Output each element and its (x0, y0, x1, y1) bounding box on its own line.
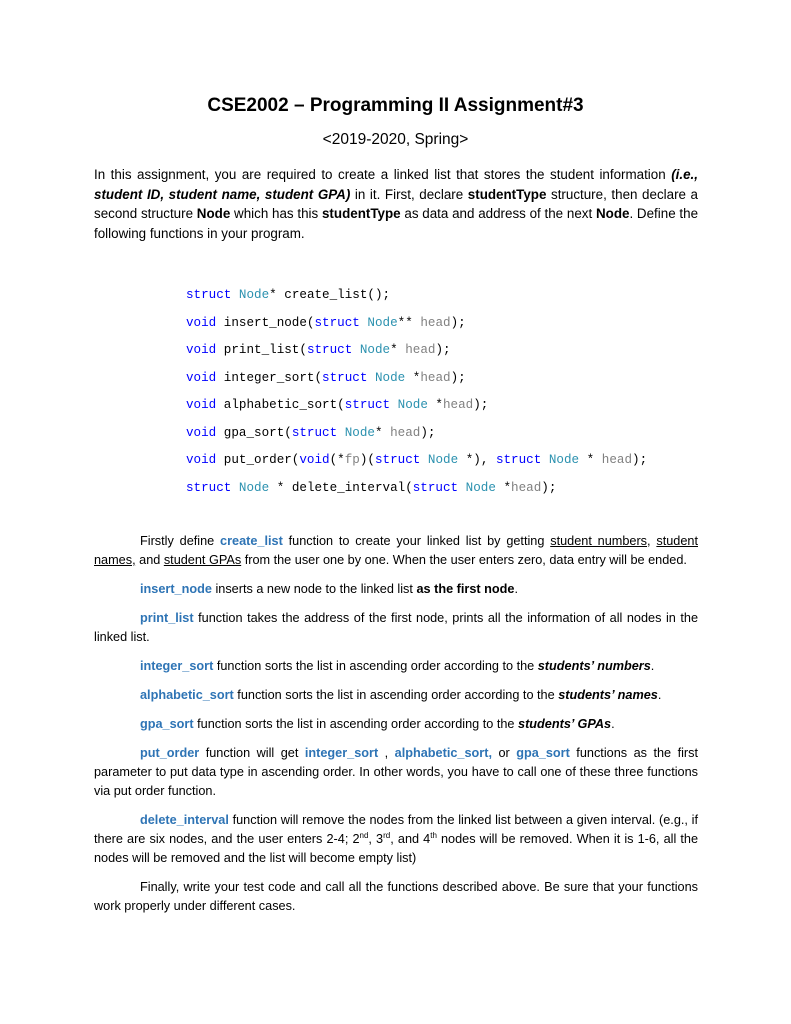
code-token: ); (541, 480, 557, 495)
code-token: ); (450, 315, 466, 330)
code-token: )( (359, 453, 375, 467)
code-token: *), (458, 453, 496, 467)
code-token: * (374, 425, 391, 440)
code-token: * (579, 453, 602, 467)
code-token (420, 453, 428, 467)
alphabetic-sort-paragraph: alphabetic_sort function sorts the list in ascending order according to the students’ names. (140, 688, 662, 702)
put-order-paragraph: put_order function will get integer_sort , alphabetic_sort, or gpa_sort functions as the first parameter to put data type in ascending order. In other words, you have to call one of these three functions via put order function. (94, 746, 699, 798)
code-token: ); (420, 425, 436, 440)
code-line (186, 287, 647, 315)
code-token: head (390, 425, 421, 440)
code-token: Node (397, 398, 428, 412)
document-subtitle: <2019-2020, Spring> (322, 131, 469, 148)
code-token: Node (374, 370, 406, 385)
code-token: head (420, 370, 451, 385)
code-line (186, 315, 647, 343)
intro-paragraph: In this assignment, you are required to create a linked list that stores the student information (i.e., student ID, student name, student GPA) in it. First, declare studentType structure, then declare a second structure Node which has this studentType as data and address of the next Node. Define the following functions in your program. (94, 167, 699, 241)
final-paragraph: Finally, write your test code and call all the functions described above. Be sure that your functions work properly under different cases. (94, 880, 698, 913)
delete-interval-fn: delete_interval (140, 813, 229, 827)
code-token (231, 481, 239, 495)
code-token: head (420, 315, 451, 330)
code-token: print_list( (216, 343, 307, 357)
code-token: ); (473, 398, 489, 412)
code-token: Node (359, 343, 391, 357)
code-token: Node (367, 315, 398, 330)
gpa-sort-fn: gpa_sort (140, 717, 194, 731)
code-token: Node (238, 480, 270, 495)
code-token: * (495, 480, 512, 495)
code-token: head (443, 398, 474, 412)
code-token: * create_list(); (269, 288, 391, 302)
delete-interval-paragraph: delete_interval function will remove the nodes from the linked list between a given interval. (e.g., if there are six nodes, and the user enters 2-4; 2nd, 3rd, and 4th nodes will be removed. When it is 1-6, all the nodes will be removed and the list will become empty list) (94, 813, 699, 865)
insert-node-paragraph: insert_node inserts a new node to the linked list as the first node. (140, 582, 518, 596)
code-token (231, 288, 239, 302)
print-list-fn: print_list (140, 611, 194, 625)
code-token: void (186, 315, 217, 330)
code-token: struct (291, 425, 338, 440)
code-token: insert_node( (216, 315, 315, 330)
code-token: * delete_interval( (269, 480, 413, 495)
code-token: put_order( (216, 453, 300, 467)
alphabetic-sort-fn: alphabetic_sort (140, 688, 234, 702)
code-token: void (186, 425, 217, 440)
code-line (186, 480, 647, 508)
code-token: void (299, 453, 330, 467)
code-line (186, 425, 647, 453)
code-token: struct (306, 343, 353, 357)
document-title: CSE2002 – Programming II Assignment#3 (207, 95, 584, 116)
code-token: void (186, 453, 217, 467)
create-list-fn: create_list (220, 534, 283, 548)
code-line (186, 342, 647, 370)
code-line (186, 452, 647, 480)
node-term: Node (196, 206, 231, 221)
code-token: struct (186, 288, 232, 302)
code-token: struct (314, 315, 360, 330)
integer-sort-paragraph: integer_sort function sorts the list in ascending order according to the students’ numbers. (140, 659, 655, 673)
code-token (390, 398, 398, 412)
gpa-sort-paragraph: gpa_sort function sorts the list in ascending order according to the students’ GPAs. (140, 717, 615, 731)
code-token: Node (344, 425, 375, 440)
code-token: struct (344, 398, 391, 412)
code-token: integer_sort( (216, 370, 323, 385)
code-token: gpa_sort( (216, 425, 292, 440)
code-token: head (405, 343, 436, 357)
code-token (337, 426, 345, 440)
code-token: * (427, 398, 443, 412)
code-token (352, 343, 360, 357)
code-token: struct (322, 370, 368, 385)
put-order-fn: put_order (140, 746, 200, 760)
code-token: ); (450, 370, 466, 385)
code-line (186, 370, 647, 398)
code-token: struct (374, 453, 421, 467)
code-token (458, 481, 466, 495)
code-token: ** (397, 315, 421, 330)
student-fields: (i.e., student ID, student name, student GPA) (94, 167, 698, 202)
code-token: alphabetic_sort( (216, 398, 345, 412)
code-token: struct (495, 453, 542, 467)
code-token: Node (465, 480, 496, 495)
code-token: void (186, 343, 217, 357)
integer-sort-fn: integer_sort (140, 659, 214, 673)
code-token: ); (632, 453, 648, 467)
code-token: Node (427, 453, 459, 467)
code-token: struct (412, 480, 459, 495)
studenttype-term: studentType (467, 186, 547, 202)
code-token: fp (344, 453, 360, 467)
insert-node-fn: insert_node (140, 582, 212, 596)
code-token: head (511, 480, 542, 495)
code-token: void (186, 370, 217, 385)
print-list-paragraph: print_list function takes the address of the first node, prints all the information of all nodes in the linked list. (94, 611, 698, 644)
create-list-paragraph: Firstly define create_list function to create your linked list by getting student numbers, student names, and student GPAs from the user one by one. When the user enters zero, data entry will be ended. (94, 534, 698, 567)
code-token: ); (435, 343, 451, 357)
code-line (186, 397, 647, 425)
code-token (367, 371, 375, 385)
code-token: void (186, 398, 217, 412)
code-token (541, 453, 549, 467)
code-token: Node (238, 288, 270, 302)
code-token: (* (329, 453, 345, 467)
code-token: * (405, 370, 421, 385)
code-token: * (390, 343, 406, 357)
function-prototypes-code (186, 287, 647, 507)
code-token: Node (548, 453, 580, 467)
code-token: head (601, 453, 633, 467)
code-token: struct (186, 480, 232, 495)
